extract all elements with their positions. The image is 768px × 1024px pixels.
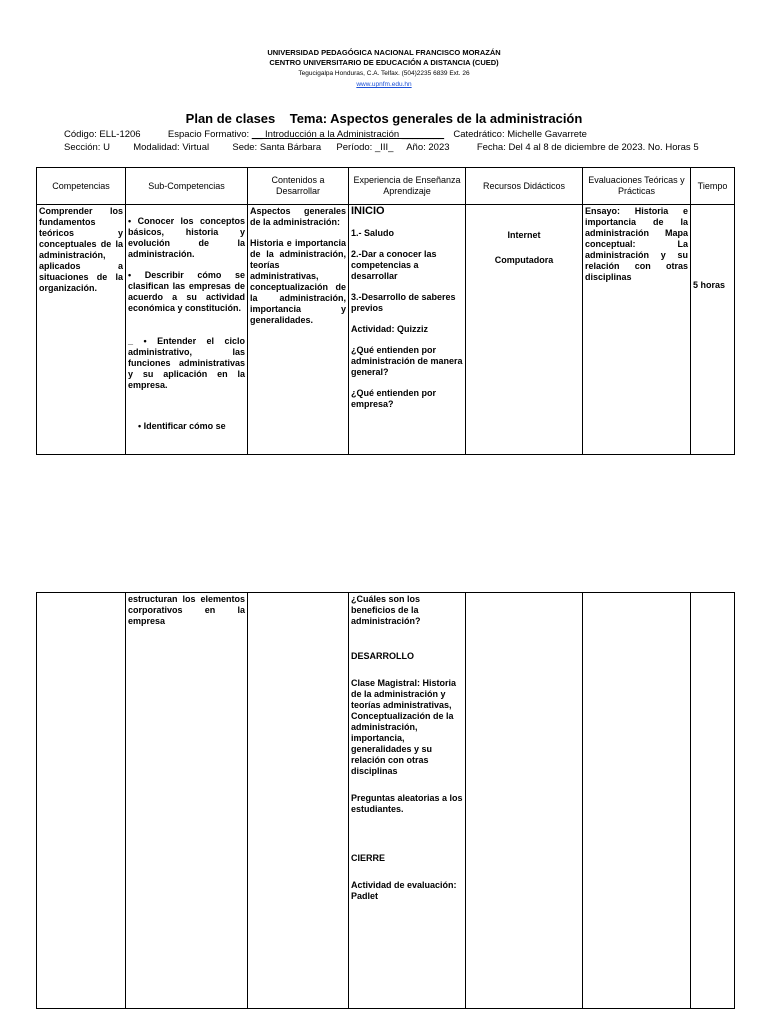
header-recursos: Recursos Didácticos <box>466 168 583 205</box>
website-link[interactable]: www.upnfm.edu.hn <box>356 81 412 88</box>
catedratico: Catedrático: Michelle Gavarrete <box>453 129 587 140</box>
table-header-row <box>37 168 735 205</box>
meta-line-1 <box>64 129 587 140</box>
subcompetencias-cell-cont <box>126 593 248 1009</box>
exp-item-10: Actividad de evaluación: Padlet <box>351 880 457 901</box>
sub-item-4: • Identificar cómo se <box>138 421 226 431</box>
address-line: Tegucigalpa Honduras, C.A. Telfax. (504)2235 6839 Ext. 26 <box>298 70 470 77</box>
recursos-cell <box>466 205 583 455</box>
exp-item-8: Clase Magistral: Historia de la administración y teorías administrativas, Conceptualización de la administración, importancia, generalidades y su relación con otras disciplinas <box>351 678 457 776</box>
lesson-plan-table <box>36 167 735 455</box>
sub-item-2: • Describir cómo se clasifican las empresas de acuerdo a su actividad económica y constitución. <box>128 270 245 313</box>
center-name: CENTRO UNIVERSITARIO DE EDUCACIÓN A DISTANCIA (CUED) <box>269 58 499 67</box>
exp-item-1: 1.- Saludo <box>351 228 395 238</box>
header-competencias: Competencias <box>37 168 126 205</box>
modalidad: Modalidad: Virtual <box>133 142 210 153</box>
contenidos-body: Historia e importancia de la administración, teorías administrativas, conceptualización de la administración, importancia y generalidades. <box>250 238 346 325</box>
espacio-label: Espacio Formativo: <box>167 129 252 140</box>
header-tiempo: Tiempo <box>691 168 735 205</box>
evaluaciones-cell: Ensayo: Historia e importancia de la administración Mapa conceptual: La administración y su relación con otras disciplinas <box>583 205 691 455</box>
exp-item-2: 2.-Dar a conocer las competencias a desarrollar <box>351 249 437 281</box>
header-evaluaciones: Evaluaciones Teóricas y Prácticas <box>583 168 691 205</box>
exp-item-5: ¿Qué entienden por administración de manera general? <box>351 345 463 377</box>
anio: Año: 2023 <box>406 142 450 153</box>
exp-item-4: Actividad: Quizziz <box>351 324 429 334</box>
lesson-plan-table-continued <box>36 592 735 1009</box>
sub-item-4-cont: estructuran los elementos corporativos en la empresa <box>128 594 245 626</box>
tiempo-value: 5 horas <box>693 280 726 290</box>
espacio-value: __ Introducción a la Administración ________ <box>251 129 445 140</box>
fecha: Fecha: Del 4 al 8 de diciembre de 2023. No. Horas 5 <box>476 142 699 153</box>
evaluaciones-cell-cont <box>583 593 691 1009</box>
exp-item-9: Preguntas aleatorias a los estudiantes. <box>351 793 463 814</box>
header-contenidos: Contenidos a Desarrollar <box>248 168 349 205</box>
subcompetencias-cell <box>126 205 248 455</box>
sede: Sede: Santa Bárbara <box>232 142 322 153</box>
inicio-heading: INICIO <box>351 205 385 217</box>
recursos-cell-cont <box>466 593 583 1009</box>
sub-item-3: _ • Entender el ciclo administrativo, las funciones administrativas y su aplicación en la empresa. <box>128 336 245 390</box>
seccion: Sección: U <box>64 142 110 153</box>
periodo: Período: _III_ <box>336 142 394 153</box>
header-experiencia: Experiencia de Enseñanza Aprendizaje <box>349 168 466 205</box>
recurso-internet: Internet <box>507 230 541 240</box>
exp-item-7: ¿Cuáles son los beneficios de la administración? <box>351 594 421 626</box>
codigo: Código: ELL-1206 <box>64 129 141 140</box>
desarrollo-heading: DESARROLLO <box>351 651 414 661</box>
header-subcompetencias: Sub-Competencias <box>126 168 248 205</box>
experiencia-cell <box>349 205 466 455</box>
plan-title: Plan de clases Tema: Aspectos generales de la administración <box>185 111 583 126</box>
contenidos-title: Aspectos generales de la administración: <box>250 206 346 227</box>
tiempo-cell <box>691 205 735 455</box>
competencias-cell-cont <box>37 593 126 1009</box>
cierre-heading: CIERRE <box>351 853 386 863</box>
tiempo-cell-cont <box>691 593 735 1009</box>
exp-item-6: ¿Qué entienden por empresa? <box>351 388 437 409</box>
university-name: UNIVERSIDAD PEDAGÓGICA NACIONAL FRANCISCO MORAZÁN <box>267 48 501 57</box>
table-row <box>37 205 735 455</box>
exp-item-3: 3.-Desarrollo de saberes previos <box>351 292 456 313</box>
experiencia-cell-cont <box>349 593 466 1009</box>
competencias-cell: Comprender los fundamentos teóricos y conceptuales de la administración, aplicados a situaciones de la organización. <box>37 205 126 455</box>
recurso-computadora: Computadora <box>494 255 554 265</box>
contenidos-cell <box>248 205 349 455</box>
contenidos-cell-cont <box>248 593 349 1009</box>
meta-line-2 <box>64 142 699 153</box>
sub-item-1: • Conocer los conceptos básicos, historia y evolución de la administración. <box>128 216 245 259</box>
table-row <box>37 593 735 1009</box>
